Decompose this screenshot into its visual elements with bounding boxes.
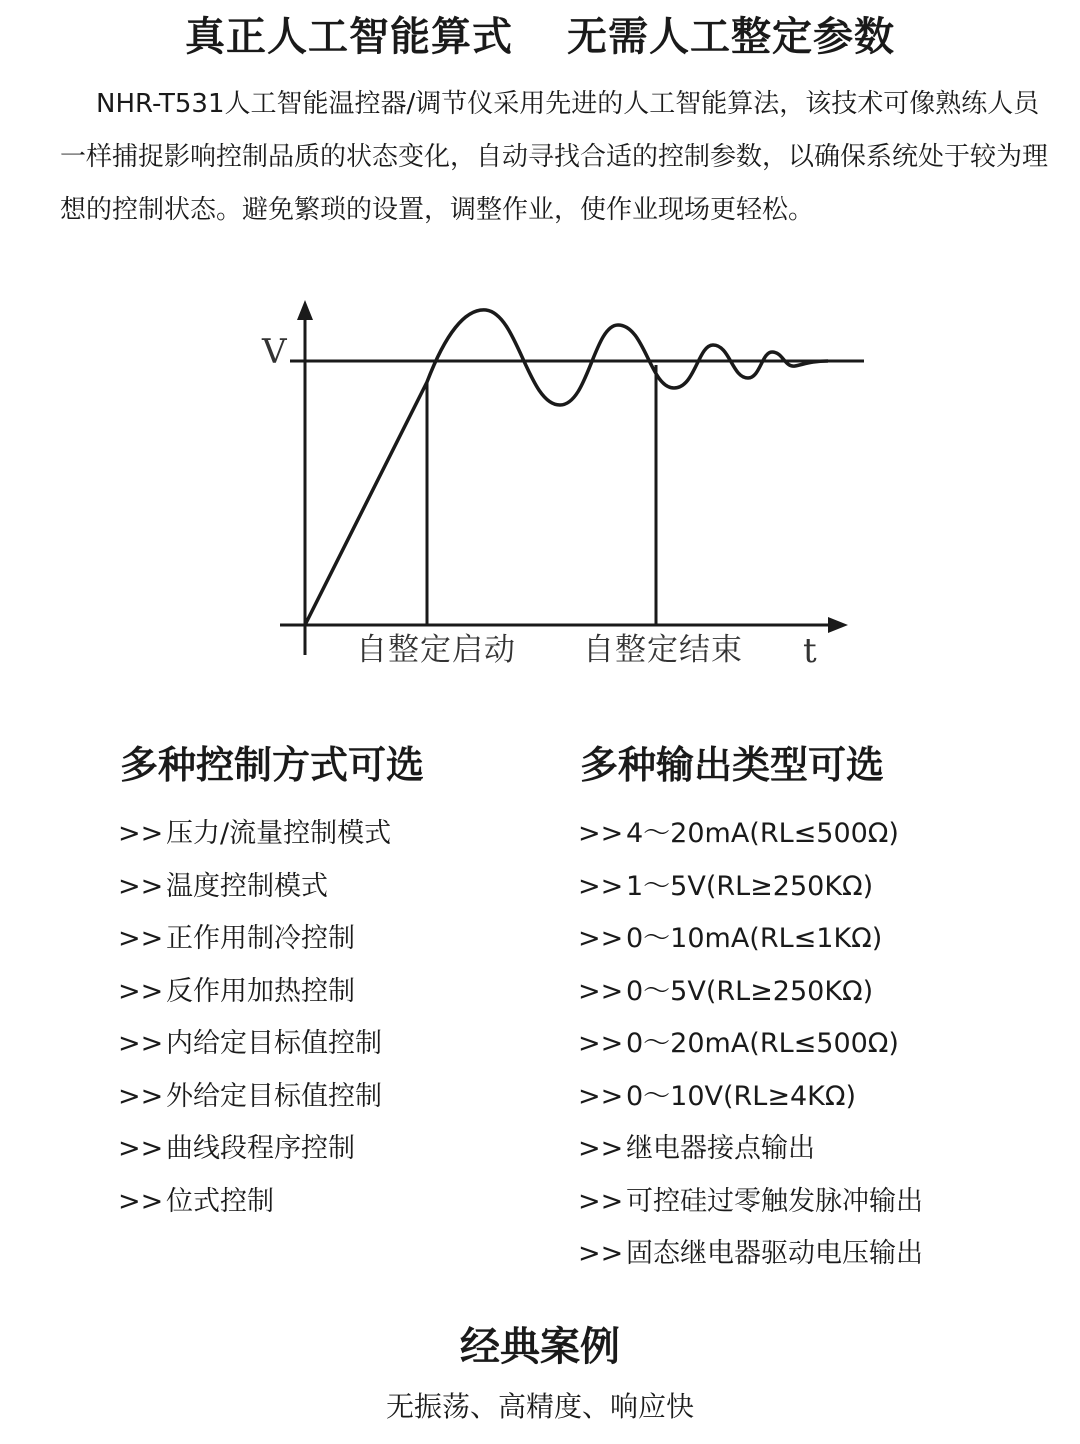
list-item [578,808,923,861]
tuning-start-label: 自整定启动 [356,632,516,668]
arrow-marker: >> [578,1133,624,1164]
list-item-label: 1～5V(RL≥250KΩ) [626,870,874,902]
arrow-marker: >> [578,975,624,1007]
list-item [578,966,923,1019]
tuning-end-label: 自整定结束 [583,632,743,668]
list-item-label: 0～20mA(RL≤500Ω) [626,1028,899,1059]
arrow-marker: >> [578,1185,624,1217]
list-item [578,1018,923,1071]
arrow-marker: >> [118,923,164,954]
arrow-marker: >> [578,1028,624,1059]
list-item [118,1071,391,1124]
list-item-label: 0～10mA(RL≤1KΩ) [626,923,883,954]
y-axis-arrow [297,300,313,320]
list-item-label: 外给定目标值控制 [166,1080,382,1112]
list-item [118,1123,391,1176]
list-item-label: 4～20mA(RL≤500Ω) [626,818,899,849]
list-item-label: 温度控制模式 [166,870,328,902]
arrow-marker: >> [578,870,624,902]
arrow-marker: >> [118,975,164,1007]
cases-title: 经典案例 [460,1324,620,1370]
list-item-label: 曲线段程序控制 [166,1133,355,1164]
x-axis-arrow [828,617,848,633]
intro-paragraph: NHR-T531人工智能温控器/调节仪采用先进的人工智能算法，该技术可像熟练人员一样捕捉影响控制品质的状态变化，自动寻找合适的控制参数，以确保系统处于较为理想的控制状态。避免繁琐的设置，调整作业，使作业现场更轻松。 [60,89,1049,225]
arrow-marker: >> [118,818,164,849]
list-item [578,1176,923,1229]
arrow-marker: >> [118,1028,164,1059]
y-axis-label: V [262,332,287,372]
list-item-label: 0～5V(RL≥250KΩ) [626,975,874,1007]
list-item [578,861,923,914]
headline-part-2: 无需人工整定参数 [567,14,895,60]
response-curve [305,310,828,625]
arrow-marker: >> [118,1080,164,1112]
control-modes-title: 多种控制方式可选 [120,743,425,787]
list-item-label: 反作用加热控制 [166,975,355,1007]
arrow-marker: >> [118,870,164,902]
headline-part-1: 真正人工智能算式 [185,14,513,60]
list-item [578,1228,923,1281]
list-item-label: 内给定目标值控制 [166,1028,382,1059]
list-item-label: 固态继电器驱动电压输出 [626,1238,923,1269]
auto-tuning-diagram [250,290,870,680]
list-item [578,1071,923,1124]
list-item-label: 正作用制冷控制 [166,923,355,954]
list-item [118,1018,391,1071]
arrow-marker: >> [578,1080,624,1112]
cases-subtitle: 无振荡、高精度、响应快 [385,1390,694,1423]
arrow-marker: >> [118,1133,164,1164]
list-item-label: 0～10V(RL≥4KΩ) [626,1080,857,1112]
list-item-label: 压力/流量控制模式 [166,818,392,849]
list-item [118,913,391,966]
list-item [118,861,391,914]
list-item-label: 可控硅过零触发脉冲输出 [626,1185,923,1217]
list-item [118,808,391,861]
output-types-title: 多种输出类型可选 [580,743,885,787]
x-axis-label: t [803,631,817,671]
list-item [578,1123,923,1176]
arrow-marker: >> [578,923,624,954]
arrow-marker: >> [578,1238,624,1269]
arrow-marker: >> [578,818,624,849]
headline [0,12,1080,62]
control-modes-list [118,808,391,1228]
output-types-list [578,808,923,1281]
list-item-label: 位式控制 [166,1185,274,1217]
list-item [578,913,923,966]
list-item [118,966,391,1019]
list-item-label: 继电器接点输出 [626,1133,815,1164]
list-item [118,1176,391,1229]
arrow-marker: >> [118,1185,164,1217]
